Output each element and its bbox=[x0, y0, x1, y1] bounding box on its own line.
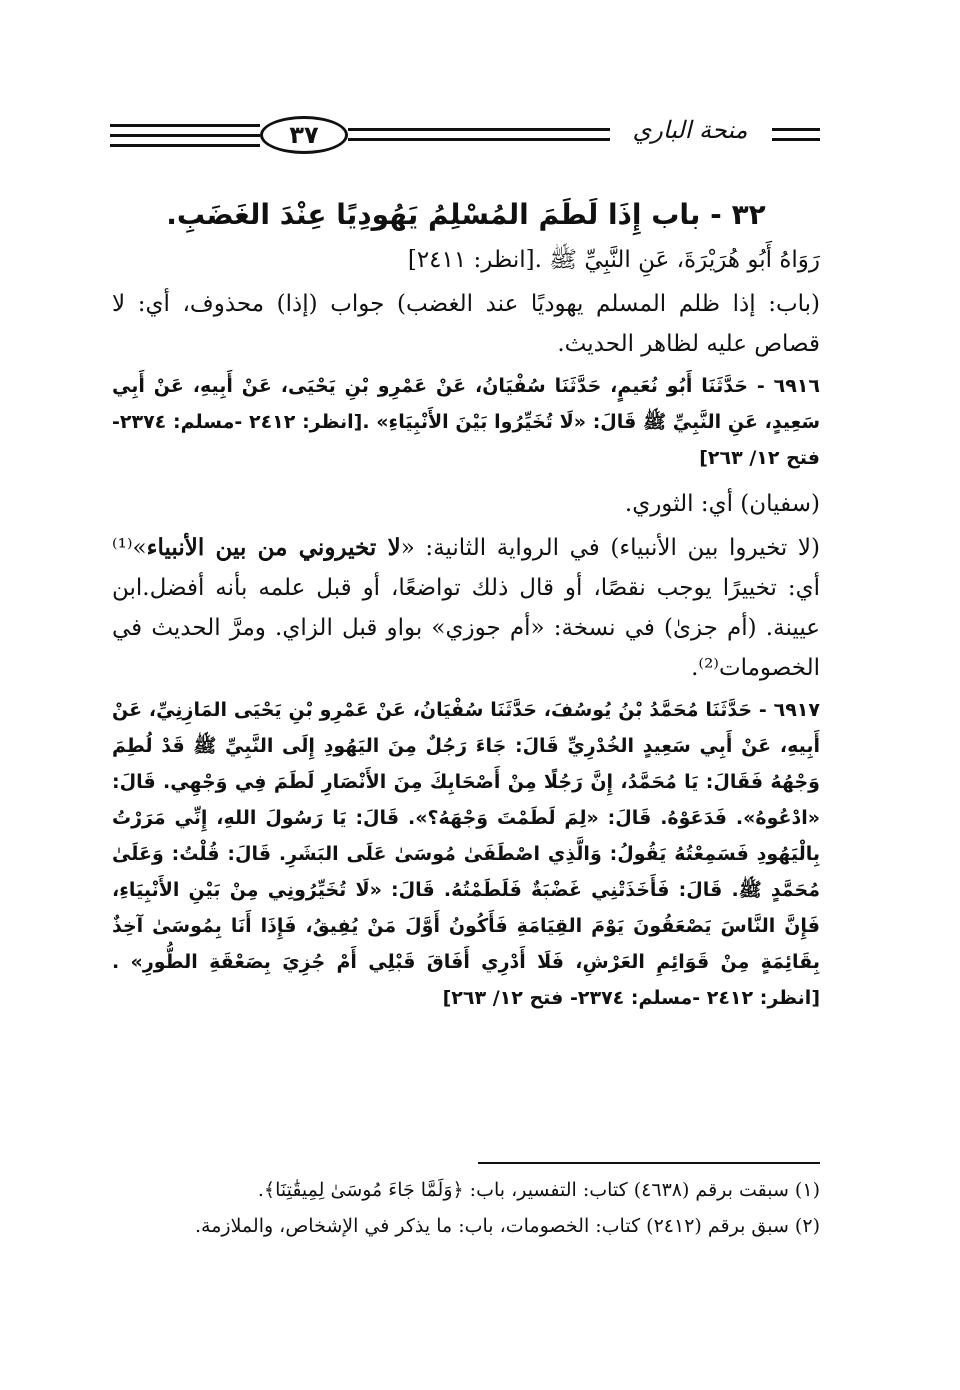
commentary-paragraph: (باب: إذا ظلم المسلم يهوديًا عند الغضب) جواب (إذا) محذوف، أي: لا قصاص عليه لظاهر الحديث. bbox=[112, 291, 820, 357]
commentary-text-c: »⁽¹⁾ أي: تخييرًا يوجب نقصًا، أو قال ذلك تواضعًا، أو قبل علمه بأنه أفضل.ابن عيينة. (أم جزىٰ) في نسخة: «أم جوزي» بواو قبل الزاي. ومرَّ الحديث في الخصومات⁽²⁾. bbox=[112, 535, 820, 681]
footnote-separator bbox=[478, 1162, 820, 1164]
header-rule-middle-bottom bbox=[348, 138, 610, 141]
chapter-narration: رَوَاهُ أَبُو هُرَيْرَةَ، عَنِ النَّبِيِّ ﷺ .[انظر: ٢٤١١] bbox=[407, 247, 820, 273]
header-rule-left-middle bbox=[110, 134, 260, 137]
commentary-sufyan: (سفيان) أي: الثوري. bbox=[624, 491, 820, 517]
main-text bbox=[112, 192, 820, 1024]
running-title: منحة الباري bbox=[632, 116, 748, 144]
page-number-text: ٣٧ bbox=[289, 121, 319, 149]
header-rule-left-bottom bbox=[110, 144, 260, 147]
hadith-6916: ٦٩١٦ - حَدَّثَنَا أَبُو نُعَيمٍ، حَدَّثَنَا سُفْيَانُ، عَنْ عَمْرِو بْنِ يَحْيَى، عَنْ أَبِيهِ، عَنْ أَبِي سَعِيدٍ، عَنِ النَّبِيِّ ﷺ قَالَ: «لَا تُخَيِّرُوا بَيْنَ الأَنْبِيَاءِ» .[انظر: ٢٤١٢ -مسلم: ٢٣٧٤- فتح ١٢/ ٢٦٣] bbox=[112, 375, 821, 469]
header-rule-middle-top bbox=[348, 128, 610, 131]
footnote-1: (١) سبقت برقم (٤٦٣٨) كتاب: التفسير، باب: ﴿وَلَمَّا جَاءَ مُوسَىٰ لِمِيقَٰتِنَا﴾. bbox=[257, 1179, 820, 1201]
commentary-quote-bold: لا تخيروني من بين الأنبياء bbox=[146, 534, 401, 561]
footnotes bbox=[112, 1172, 820, 1244]
header-rule-left-top bbox=[110, 124, 260, 127]
footnote-2: (٢) سبق برقم (٢٤١٢) كتاب: الخصومات، باب: ما يذكر في الإشخاص، والملازمة. bbox=[195, 1215, 820, 1237]
hadith-6917: ٦٩١٧ - حَدَّثَنَا مُحَمَّدُ بْنُ يُوسُفَ، حَدَّثَنَا سُفْيَانُ، عَنْ عَمْرِو بْنِ يَحْيَى المَازِنِيِّ، عَنْ أَبِيهِ، عَنْ أَبِي سَعِيدٍ الخُدْرِيِّ قَالَ: جَاءَ رَجُلٌ مِنَ اليَهُودِ إِلَى النَّبِيِّ ﷺ قَدْ لُطِمَ وَجْهُهُ فَقَالَ: يَا مُحَمَّدُ، إِنَّ رَجُلًا مِنْ أَصْحَابِكَ مِنَ الأَنْصَارِ لَطَمَ فِي وَجْهِي. قَالَ: «ادْعُوهُ». فَدَعَوْهُ. قَالَ: «لِمَ لَطَمْتَ وَجْهَهُ؟». قَالَ: يَا رَسُولَ اللهِ، إِنِّي مَرَرْتُ بِالْيَهُودِ فَسَمِعْتُهُ يَقُولُ: وَالَّذِي اصْطَفَىٰ مُوسَىٰ عَلَى البَشَرِ. قَالَ: قُلْتُ: وَعَلَىٰ مُحَمَّدٍ ﷺ. قَالَ: فَأَخَذَتْنِي غَضْبَةٌ فَلَطَمْتُهُ. قَالَ: «لَا تُخَيِّرُونِي مِنْ بَيْنِ الأَنْبِيَاءِ، فَإِنَّ النَّاسَ يَصْعَقُونَ يَوْمَ القِيَامَةِ فَأَكُونُ أَوَّلَ مَنْ يُفِيقُ، فَإِذَا أَنَا بِمُوسَىٰ آخِذٌ بِقَائِمَةٍ مِنْ قَوَائِمِ العَرْشِ، فَلَا أَدْرِي أَفَاقَ قَبْلِي أَمْ جُزِيَ بِصَعْقَةِ الطُّورِ» .[انظر: ٢٤١٢ -مسلم: ٢٣٧٤- فتح ١٢/ ٢٦٣] bbox=[112, 699, 820, 1009]
commentary-text-a: (لا تخيروا بين الأنبياء) في الرواية الثانية: « bbox=[400, 535, 820, 561]
chapter-title: ٣٢ - باب إِذَا لَطَمَ المُسْلِمُ يَهُودِيًا عِنْدَ الغَضَبِ. bbox=[166, 198, 766, 231]
header-rule-right-bottom bbox=[772, 138, 820, 141]
header-rule-right-top bbox=[772, 128, 820, 131]
page-number bbox=[260, 116, 348, 154]
page-header bbox=[110, 108, 820, 164]
commentary-paragraph-2 bbox=[112, 528, 820, 688]
